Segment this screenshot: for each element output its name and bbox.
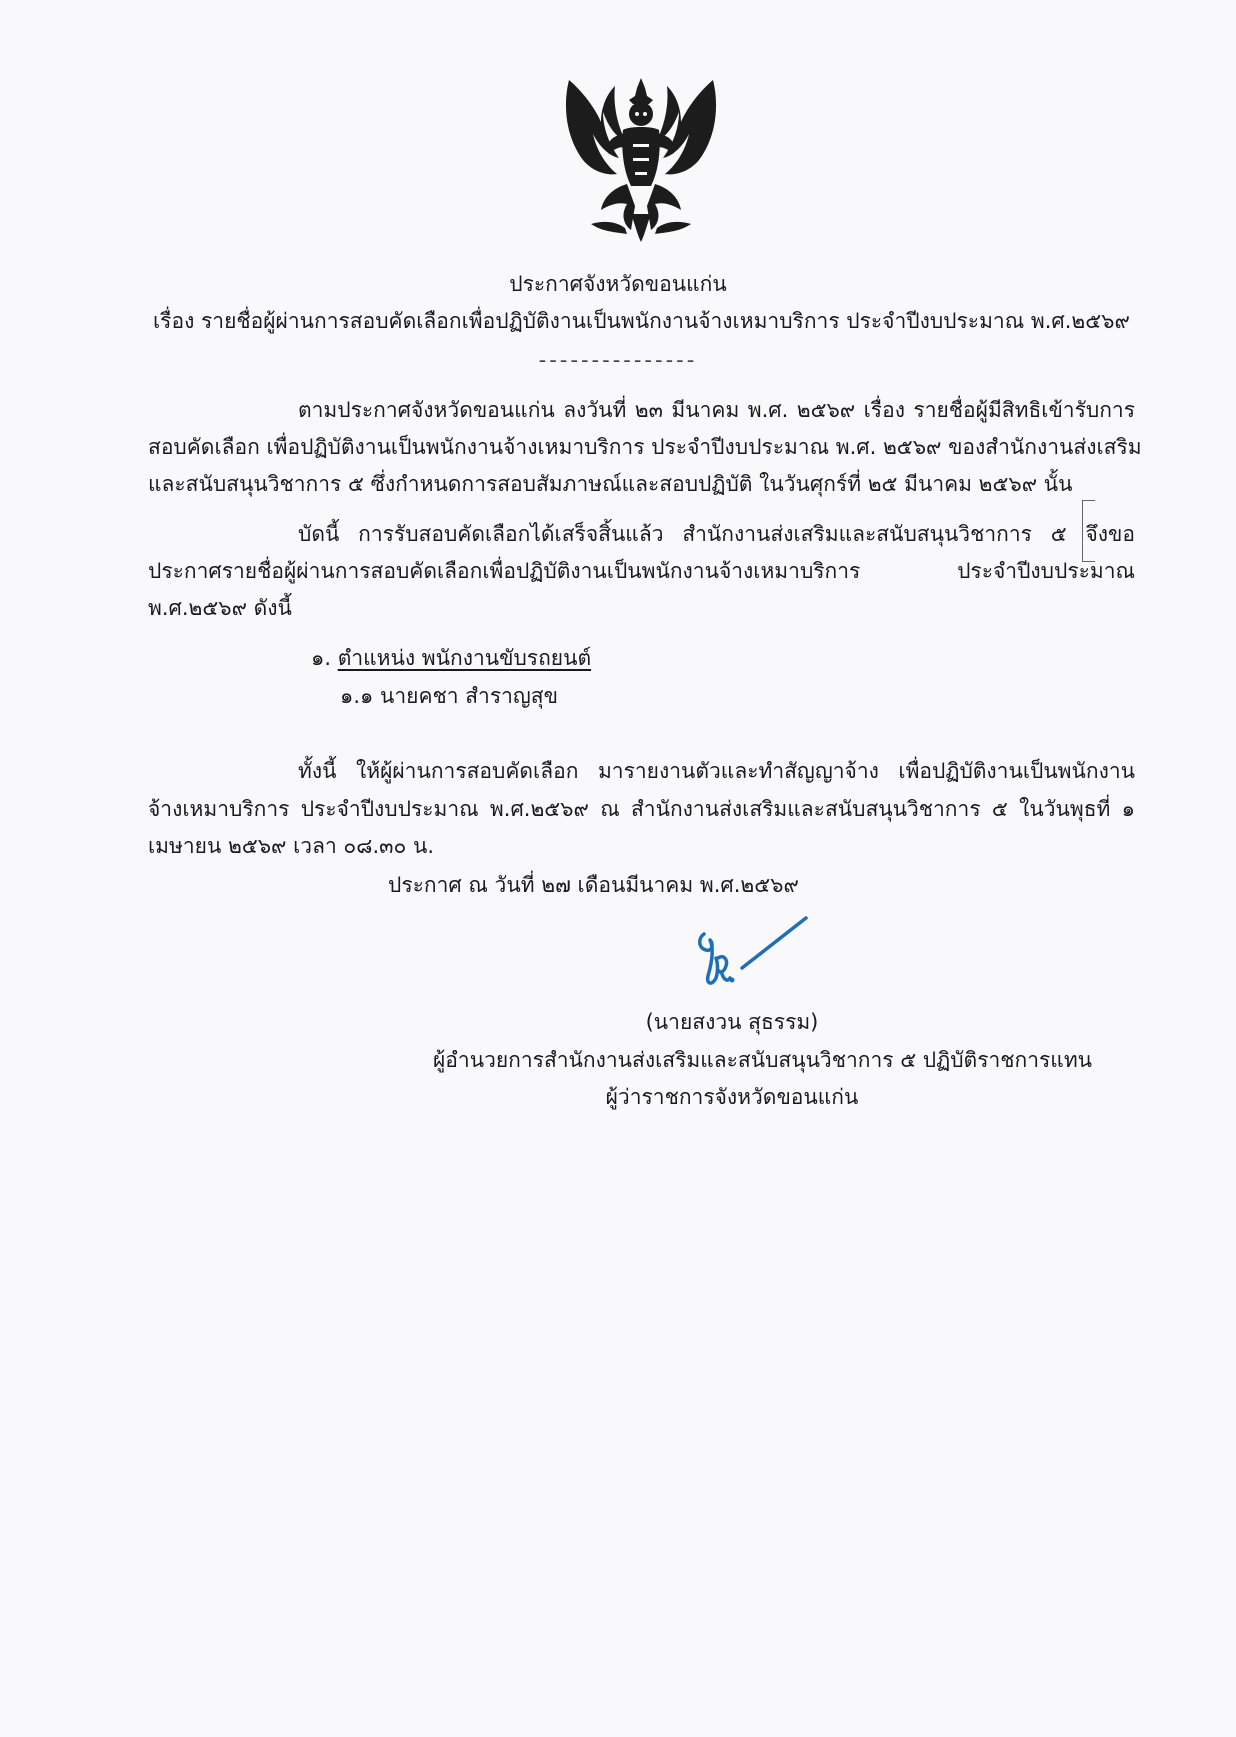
paragraph-3-line-2: จ้างเหมาบริการ ประจำปีงบประมาณ พ.ศ.๒๕๖๙ ณ สำนักงานส่งเสริมและสนับสนุนวิชาการ ๕ ในวันพุธที่ ๑ xyxy=(148,797,1135,821)
header-divider: --------------- xyxy=(538,348,698,372)
handwritten-signature xyxy=(694,914,814,990)
paragraph-2-line-3: พ.ศ.๒๕๖๙ ดังนี้ xyxy=(148,596,292,620)
garuda-emblem-icon xyxy=(561,74,721,244)
document-title: ประกาศจังหวัดขอนแก่น xyxy=(509,272,727,296)
paragraph-2-line-1: บัดนี้ การรับสอบคัดเลือกได้เสร็จสิ้นแล้ว สำนักงานส่งเสริมและสนับสนุนวิชาการ ๕ จึงขอ xyxy=(298,522,1135,546)
paragraph-3-line-1: ทั้งนี้ ให้ผู้ผ่านการสอบคัดเลือก มารายงานตัวและทำสัญญาจ้าง เพื่อปฏิบัติงานเป็นพนักงาน xyxy=(298,759,1135,783)
list-item-1-1: ๑.๑ นายคชา สำราญสุข xyxy=(340,684,558,708)
document-subject: เรื่อง รายชื่อผู้ผ่านการสอบคัดเลือกเพื่อปฏิบัติงานเป็นพนักงานจ้างเหมาบริการ ประจำปีงบประมาณ พ.ศ.๒๕๖๙ xyxy=(153,309,1130,333)
announcement-date: ประกาศ ณ วันที่ ๒๗ เดือนมีนาคม พ.ศ.๒๕๖๙ xyxy=(388,873,799,897)
paragraph-1-line-2: สอบคัดเลือก เพื่อปฏิบัติงานเป็นพนักงานจ้างเหมาบริการ ประจำปีงบประมาณ พ.ศ. ๒๕๖๙ ของสำนักงานส่งเสริม xyxy=(148,435,1142,459)
list-item-1-position: ตำแหน่ง พนักงานขับรถยนต์ xyxy=(337,646,592,670)
margin-bracket-mark xyxy=(1082,500,1095,562)
signatory-title-line-2: ผู้ว่าราชการจังหวัดขอนแก่น xyxy=(605,1085,859,1109)
paragraph-1-line-3: และสนับสนุนวิชาการ ๕ ซึ่งกำหนดการสอบสัมภาษณ์และสอบปฏิบัติ ในวันศุกร์ที่ ๒๕ มีนาคม ๒๕๖๙ นั้น xyxy=(148,472,1073,496)
paragraph-3-line-3: เมษายน ๒๕๖๙ เวลา ๐๘.๓๐ น. xyxy=(148,834,434,858)
paragraph-2-line-2: ประกาศรายชื่อผู้ผ่านการสอบคัดเลือกเพื่อปฏิบัติงานเป็นพนักงานจ้างเหมาบริการ ประจำปีงบประมาณ xyxy=(148,559,1135,583)
signatory-name: (นายสงวน สุธรรม) xyxy=(645,1010,819,1034)
paragraph-1-line-1: ตามประกาศจังหวัดขอนแก่น ลงวันที่ ๒๓ มีนาคม พ.ศ. ๒๕๖๙ เรื่อง รายชื่อผู้มีสิทธิเข้ารับการ xyxy=(298,398,1135,422)
list-item-1-number: ๑. xyxy=(311,646,332,670)
signatory-title-line-1: ผู้อำนวยการสำนักงานส่งเสริมและสนับสนุนวิชาการ ๕ ปฏิบัติราชการแทน xyxy=(433,1048,1093,1072)
list-item-1 xyxy=(311,644,591,672)
